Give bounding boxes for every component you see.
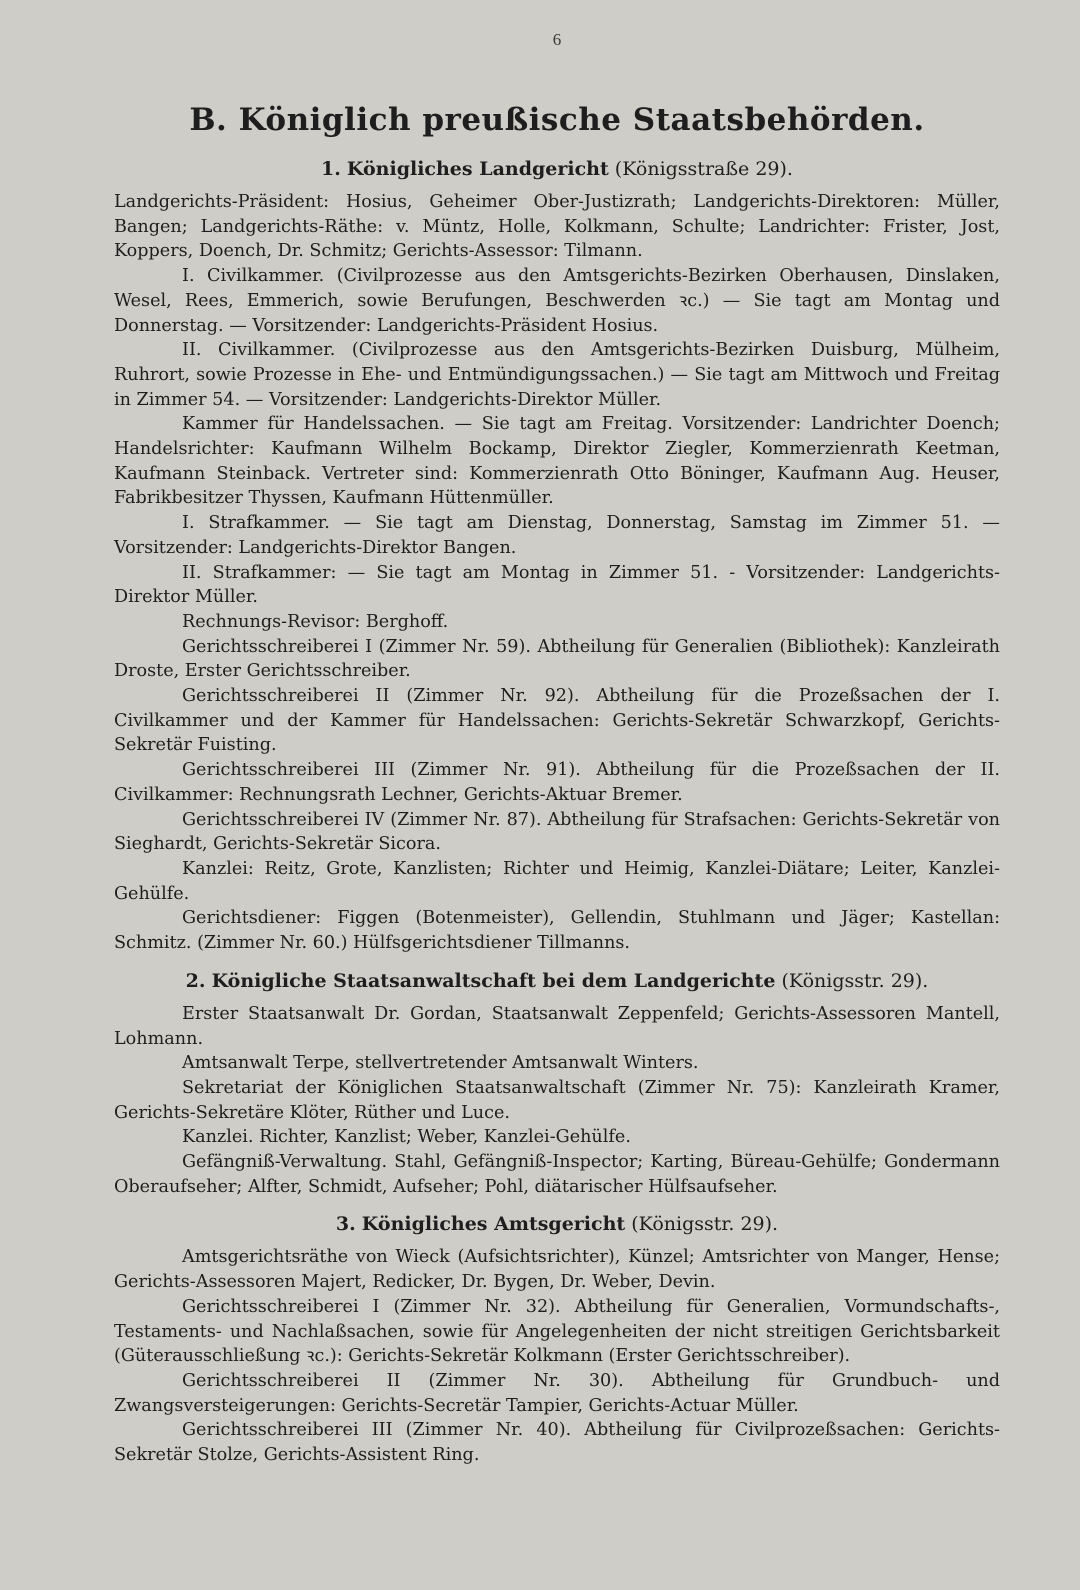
spacer	[114, 956, 1000, 970]
part-title: B. Königlich preußische Staatsbehörden.	[189, 102, 925, 138]
paragraph: Gerichtsschreiberei II (Zimmer Nr. 92). Abtheilung für die Prozeßsachen der I. Civilkammer und der Kammer für Handelssachen: Gerichts-Sekretär Schwarzkopf, Gerichts-Sekretär Fuisting.	[114, 686, 1000, 756]
paragraph: Gerichtsschreiberei II (Zimmer Nr. 30). Abtheilung für Grundbuch- und Zwangsversteigerungen: Gerichts-Secretär Tampier, Gerichts-Actuar Müller.	[114, 1370, 1000, 1416]
paragraph: Gerichtsschreiberei III (Zimmer Nr. 91). Abtheilung für die Prozeßsachen der II. Civilkammer: Rechnungsrath Lechner, Gerichts-Aktuar Bremer.	[114, 760, 1000, 805]
section-address: (Königsstr. 29).	[781, 969, 929, 992]
paragraph: Gefängniß-Verwaltung. Stahl, Gefängniß-Inspector; Karting, Büreau-Gehülfe; Gondermann Oberaufseher; Alfter, Schmidt, Aufseher; Pohl, diätarischer Hülfsaufseher.	[114, 1152, 1000, 1197]
paragraph: Kanzlei. Richter, Kanzlist; Weber, Kanzlei-Gehülfe.	[182, 1127, 631, 1148]
paragraph: II. Strafkammer: — Sie tagt am Montag in Zimmer 51. - Vorsitzender: Landgerichts-Direktor Müller.	[114, 562, 1000, 608]
section-heading	[114, 1213, 1000, 1235]
paragraph: Gerichtsschreiberei I (Zimmer Nr. 59). Abtheilung für Generalien (Bibliothek): Kanzleirath Droste, Erster Gerichtsschreiber.	[114, 636, 1000, 682]
section-number: 3.	[335, 1213, 356, 1236]
paragraph: Gerichtsschreiberei I (Zimmer Nr. 32). Abtheilung für Generalien, Vormundschafts-, Testaments- und Nachlaßsachen, sowie für Angelegenheiten der nicht streitigen Gerichtsbarkeit (Güterausschließung ꝛc.): Gerichts-Sekretär Kolkmann (Erster Gerichtsschreiber).	[114, 1296, 1000, 1367]
paragraph: Kanzlei: Reitz, Grote, Kanzlisten; Richter und Heimig, Kanzlei-Diätare; Leiter, Kanzlei-Gehülfe.	[114, 858, 1000, 904]
paragraph: Erster Staatsanwalt Dr. Gordan, Staatsanwalt Zeppenfeld; Gerichts-Assessoren Mantell, Lohmann.	[114, 1003, 1000, 1049]
paragraph: Amtsanwalt Terpe, stellvertretender Amtsanwalt Winters.	[182, 1053, 699, 1074]
paragraph: Amtsgerichtsräthe von Wieck (Aufsichtsrichter), Künzel; Amtsrichter von Manger, Hense; Gerichts-Assessoren Majert, Redicker, Dr. Bygen, Dr. Weber, Devin.	[114, 1247, 1000, 1293]
page-content	[114, 30, 1000, 1468]
section-name: Königliches Amtsgericht	[361, 1213, 626, 1236]
paragraph: II. Civilkammer. (Civilprozesse aus den Amtsgerichts-Bezirken Duisburg, Mülheim, Ruhrort, sowie Prozesse in Ehe- und Entmündigungssachen.) — Sie tagt am Mittwoch und Freitag in Zimmer 54. — Vorsitzender: Landgerichts-Direktor Müller.	[114, 340, 1000, 410]
page-number: 6	[552, 30, 562, 49]
paragraph: Sekretariat der Königlichen Staatsanwaltschaft (Zimmer Nr. 75): Kanzleirath Kramer, Gerichts-Sekretäre Klöter, Rüther und Luce.	[114, 1077, 1000, 1123]
paragraph: I. Strafkammer. — Sie tagt am Dienstag, Donnerstag, Samstag im Zimmer 51. — Vorsitzender: Landgerichts-Direktor Bangen.	[114, 513, 1000, 558]
section-name: Königliche Staatsanwaltschaft bei dem Landgerichte	[211, 969, 776, 992]
section-heading	[114, 970, 1000, 992]
paragraph: Landgerichts-Präsident: Hosius, Geheimer Ober-Justizrath; Landgerichts-Direktoren: Müller, Bangen; Landgerichts-Räthe: v. Müntz, Holle, Kolkmann, Schulte; Landrichter: Frister, Jost, Koppers, Doench, Dr. Schmitz; Gerichts-Assessor: Tilmann.	[114, 192, 1000, 262]
paragraph: Rechnungs-Revisor: Berghoff.	[182, 611, 449, 632]
paragraph: Gerichtsdiener: Figgen (Botenmeister), Gellendin, Stuhlmann und Jäger; Kastellan: Schmitz. (Zimmer Nr. 60.) Hülfsgerichtsdiener Tillmanns.	[114, 908, 1000, 954]
section-number: 1.	[321, 158, 341, 180]
paragraph: Gerichtsschreiberei III (Zimmer Nr. 40). Abtheilung für Civilprozeßsachen: Gerichts-Sekretär Stolze, Gerichts-Assistent Ring.	[114, 1420, 1000, 1466]
section-amtsgericht	[114, 1213, 1000, 1467]
section-number: 2.	[185, 969, 206, 992]
section-staatsanwaltschaft	[114, 970, 1000, 1200]
paragraph: Gerichtsschreiberei IV (Zimmer Nr. 87). Abtheilung für Strafsachen: Gerichts-Sekretär von Sieghardt, Gerichts-Sekretär Sicora.	[114, 809, 1000, 855]
paragraph: I. Civilkammer. (Civilprozesse aus den Amtsgerichts-Bezirken Oberhausen, Dinslaken, Wesel, Rees, Emmerich, sowie Berufungen, Beschwerden ꝛc.) — Sie tagt am Montag und Donnerstag. — Vorsitzender: Landgerichts-Präsident Hosius.	[114, 266, 1000, 336]
spacer	[114, 1199, 1000, 1213]
section-address: (Königsstr. 29).	[631, 1213, 779, 1236]
section-landgericht	[114, 158, 1000, 956]
paragraph: Kammer für Handelssachen. — Sie tagt am Freitag. Vorsitzender: Landrichter Doench; Handelsrichter: Kaufmann Wilhelm Bockamp, Direktor Ziegler, Kommerzienrath Keetman, Kaufmann Steinback. Vertreter sind: Kommerzienrath Otto Böninger, Kaufmann Aug. Heuser, Fabrikbesitzer Thyssen, Kaufmann Hüttenmüller.	[114, 414, 1000, 509]
section-address: (Königsstraße 29).	[614, 158, 793, 180]
section-heading	[114, 158, 1000, 180]
section-name: Königliches Landgericht	[346, 158, 609, 180]
